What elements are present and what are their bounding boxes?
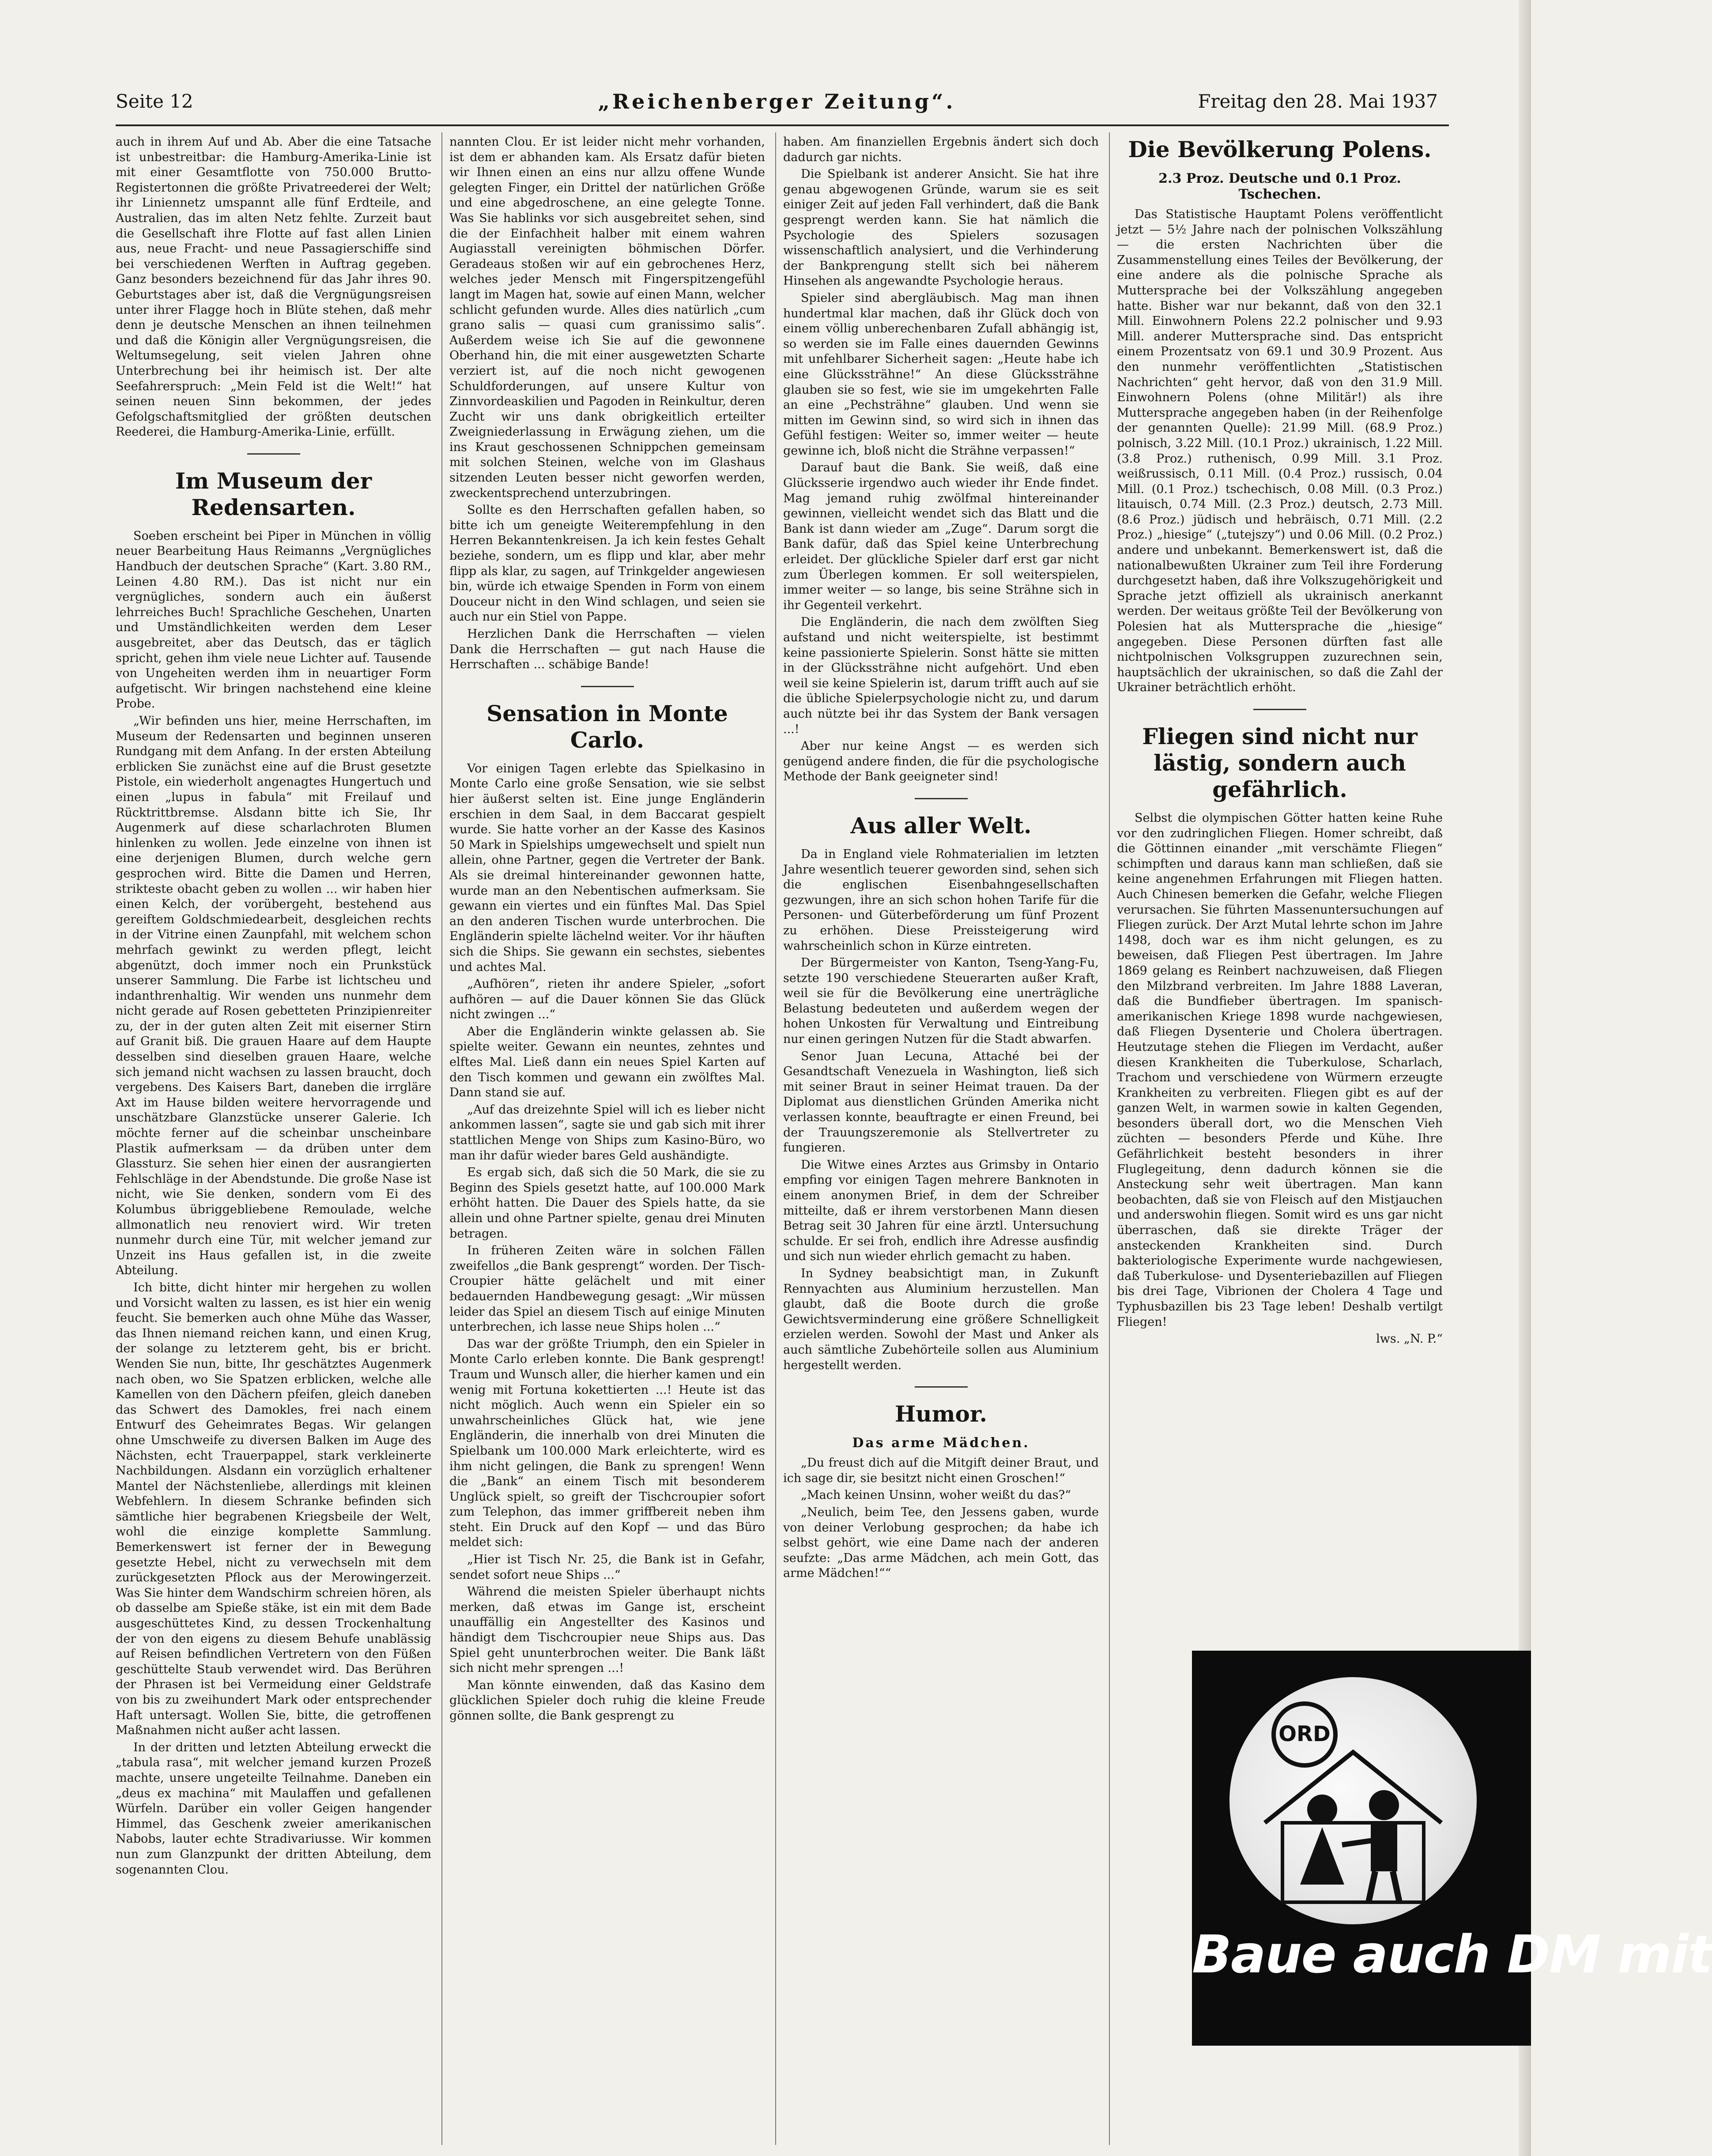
- paragraph: haben. Am finanziellen Ergebnis ändert sich doch dadurch gar nichts.: [783, 135, 1099, 164]
- paragraph: nannten Clou. Er ist leider nicht mehr vorhanden, ist dem er abhanden kam. Als Ersatz dafür bieten wir Ihnen einen an eins nur allzu offene Wunde gelegten Finger, ein Drittel der natürlichen Größe und eine abgedroschene, an eine gelegte Tonne. Was Sie hablinks vor sich ausgebreitet sehen, sind die der Einfachheit halber mit einem wahren Augiasstall vereinigten böhmischen Dörfer. Geradeaus stoßen wir auf ein gebrochenes Herz, welches jeder Mensch mit Fingerspitzengefühl langt im Magen hat, sowie auf einen Mann, welcher schlicht gefunden wurde. Alles dies natürlich „cum grano salis — quasi cum granissimo salis“. Außerdem weise ich Sie auf die gewonnene Oberhand hin, die mit einer ausgewetzten Scharte verziert ist, auf die noch nicht gewogenen Schuldforderungen, auf unsere Kultur von Zinnvordeaskilien und Pagoden in Reinkultur, deren Zucht wir uns dank obrigkeitlich erteilter Zweigniederlassung in Erwägung ziehen, um die ins Kraut geschossenen Schnippchen gemeinsam mit solchen Steinen, welche von im Glashaus sitzenden Leuten besser nicht geworfen werden, zweckentsprechend unterzubringen.: [449, 135, 765, 500]
- article-title: Fliegen sind nicht nur lästig, sondern auch gefährlich.: [1142, 723, 1418, 802]
- ad-slogan: Baue auch DM mit: [1192, 1924, 1712, 1985]
- newspaper-title: „Reichenberger Zeitung“.: [598, 90, 956, 113]
- article-title: Sensation in Monte Carlo.: [486, 700, 728, 753]
- child-head-left: [1307, 1795, 1337, 1825]
- column-4: [1117, 135, 1443, 1635]
- page-header: [116, 86, 1438, 117]
- paragraph: In früheren Zeiten wäre in solchen Fällen zweifellos „die Bank gesprengt“ worden. Der Tisch-Croupier hätte gelächelt und mit einer bedauernden Handbewegung gesagt: „Wir müssen leider das Spiel an diesem Tisch auf einige Minuten unterbrechen, ich lasse neue Ships holen ...“: [449, 1244, 765, 1334]
- paragraph: Ich bitte, dicht hinter mir hergehen zu wollen und Vorsicht walten zu lassen, es ist hier ein wenig feucht. Sie bemerken auch ohne Mühe das Wasser, das Ihnen niemand reichen kann, und einen Krug, der solange zu letzterem geht, bis er bricht. Wenden Sie nun, bitte, Ihr geschätztes Augenmerk nach oben, wo Sie Spatzen erblicken, welche alle Kamellen von den Dächern pfeifen, gleich daneben das Schwert des Damokles, frei nach einem Entwurf des Geheimrates Begas. Wir gelangen ohne Umschweife zu diversen Balken im Auge des Nächsten, echt Trauerpappel, stark verkleinerte Nachbildungen. Alsdann ein vorzüglich erhaltener Mantel der Nächstenliebe, allerdings mit kleinen Webfehlern. In diesem Schranke befinden sich sämtliche hier begrabenen Kriegsbeile der Welt, wohl die einzige komplette Sammlung. Bemerkenswert ist ferner der in Bewegung gesetzte Hebel, nicht zu verwechseln mit dem zurückgesetzten Pflock aus der Merowingerzeit. Was Sie hinter dem Wandschirm schreien hören, als ob dasselbe am Spieße stäke, ist ein mit dem Bade ausgeschüttetes Kind, zu dessen Trockenhaltung der von den eigens zu diesem Behufe unablässig auf Reisen befindlichen Vertretern von den Füßen geschüttelte Staub verwendet wird. Das Berühren der Phrasen ist bei Vermeidung einer Geldstrafe von bis zu zweihundert Mark oder entsprechender Haft untersagt. Wollen Sie, bitte, die getroffenen Maßnahmen nicht außer acht lassen.: [116, 1280, 431, 1738]
- header-rule: [116, 124, 1449, 126]
- divider: [247, 453, 300, 455]
- child-body-right: [1371, 1823, 1397, 1871]
- advertisement: [1192, 1651, 1712, 2046]
- paragraph: In der dritten und letzten Abteilung erweckt die „tabula rasa“, mit welcher jemand kurzen Prozeß machte, unsere ungeteilte Teilnahme. Daneben ein „deus ex machina“ mit Maulaffen und gefallenen Würfeln. Darüber ein voller Geigen hangender Himmel, das Geschenk zweier amerikanischen Nabobs, lauter echte Stradivariusse. Wir kommen nun zum Glanzpunkt der dritten Abteilung, dem sogenannten Clou.: [116, 1740, 431, 1877]
- column-3: [783, 135, 1099, 2147]
- section-title: Humor.: [894, 1401, 987, 1427]
- paragraph: Das war der größte Triumph, den ein Spieler in Monte Carlo erleben konnte. Die Bank gesprengt! Traum und Wunsch aller, die hierher kamen und ein wenig mit Fortuna kokettierten ...! Heute ist das nicht möglich. Auch wenn ein Spieler ein so unwahrscheinliches Glück hat, wie jene Engländerin, die innerhalb von drei Minuten die Spielbank um 100.000 Mark erleichterte, wird es ihm nicht gelingen, die Bank zu sprengen! Wenn die „Bank“ an einem Tisch mit besonderem Unglück spielt, so greift der Tischcroupier sofort zum Telephon, das immer griffbereit neben ihm steht. Ein Druck auf den Kopf — und das Büro meldet sich:: [449, 1337, 765, 1550]
- paragraph: „Hier ist Tisch Nr. 25, die Bank ist in Gefahr, sendet sofort neue Ships ...“: [449, 1553, 765, 1582]
- divider: [915, 1386, 968, 1388]
- paragraph: „Auf das dreizehnte Spiel will ich es lieber nicht ankommen lassen“, sagte sie und gab sich mit ihrer stattlichen Menge von Ships zum Kasino-Büro, wo man ihr dafür wieder bares Geld aushändigte.: [449, 1102, 765, 1163]
- paragraph: „Du freust dich auf die Mitgift deiner Braut, und ich sage dir, sie besitzt nicht einen Groschen!“: [783, 1456, 1099, 1485]
- news-item: Die Witwe eines Arztes aus Grimsby in Ontario empfing vor einigen Tagen mehrere Banknoten in einem anonymen Brief, in dem der Schreiber mitteilte, daß er ihrem verstorbenen Mann diesen Betrag seit 30 Jahren für eine ärztl. Untersuchung schulde. Er sei froh, endlich ihre Adresse ausfindig und sich nun wieder ehrlich gemacht zu haben.: [783, 1158, 1099, 1264]
- paragraph: Selbst die olympischen Götter hatten keine Ruhe vor den zudringlichen Fliegen. Homer schreibt, daß die Göttinnen einander „mit verschämte Fliegen“ schimpften und daraus kann man schließen, daß sie keine angenehmen Erfahrungen mit Fliegen hatten. Auch Chinesen bemerken die Gefahr, welche Fliegen verursachen. Sie führten Massenuntersuchungen auf Fliegen zurück. Der Arzt Mutal lehrte schon im Jahre 1498, doch war es ihm nicht gelungen, es zu beweisen, daß Fliegen Pest übertragen. Im Jahre 1869 gelang es Reinbert nachzuweisen, daß Fliegen den Milzbrand verbreiten. Im Jahre 1888 Laveran, daß die Bundfieber übertragen. Im spanisch-amerikanischen Kriege 1898 wurde nachgewiesen, daß Fliegen Dysenterie und Cholera übertragen. Heutzutage stehen die Fliegen im Verdacht, außer diesen Krankheiten die Tuberkulose, Scharlach, Trachom und verschiedene von Würmern erzeugte Krankheiten zu verbreiten. Fliegen gibt es auf der ganzen Welt, in warmen sowie in kalten Gegenden, besonders überall dort, wo die Menschen Vieh züchten — besonders Pferde und Kühe. Ihre Gefährlichkeit besteht besonders in ihrer Fluglegeitung, denn dadurch können sie die Ansteckung sehr weit übertragen. Man kann beobachten, daß sie von Fleisch auf den Mistjauchen und anderswohin fliegen. Somit wird es uns gar nicht überraschen, daß sie direkte Träger der ansteckenden Krankheiten sind. Durch bakteriologische Experimente wurde nachgewiesen, daß Tuberkulose- und Dysenteriebazillen auf Fliegen bis drei Tage, Vibrionen der Cholera 4 Tage und Typhusbazillen bis 23 Tage leben! Deshalb vertilgt Fliegen!: [1117, 811, 1443, 1329]
- paragraph: Während die meisten Spieler überhaupt nichts merken, daß etwas im Gange ist, erscheint unauffällig ein Angestellter des Kasinos und händigt dem Tischcroupier neue Ships aus. Das Spiel geht ununterbrochen weiter. Die Bank läßt sich nicht mehr sprengen ...!: [449, 1585, 765, 1675]
- article-continuation: auch in ihrem Auf und Ab. Aber die eine Tatsache ist unbestreitbar: die Hamburg-Amerika-Linie ist mit einer Gesamtflotte von 750.000 Brutto-Registertonnen die größte Privatreederei der Welt; ihr Liniennetz umspannt alle fünf Erdteile, and Australien, das im alten Netz fehlte. Zurzeit baut die Gesellschaft ihre Flotte auf fast allen Linien aus, neue Fracht- und neue Passagierschiffe sind bei verschiedenen Werften in Auftrag gegeben. Ganz besonders bezeichnend für das Jahr ihres 90. Geburtstages aber ist, daß die Vergnügungsreisen unter ihrer Flagge hoch in Blüte stehen, daß mehr denn je deutsche Menschen an ihnen teilnehmen und daß die Königin aller Vergnügungsreisen, die Weltumsegelung, seit vielen Jahren ohne Unterbrechung bei ihr heimisch ist. Der alte Seefahrerspruch: „Mein Feld ist die Welt!“ hat seinen neuen Sinn bekommen, der jedes Gefolgschaftsmitglied der größten deutschen Reederei, die Hamburg-Amerika-Linie, erfüllt.: [116, 135, 431, 439]
- joke-title: Das arme Mädchen.: [852, 1435, 1030, 1451]
- article-title: Im Museum der Redensarten.: [175, 467, 372, 520]
- paragraph: Vor einigen Tagen erlebte das Spielkasino in Monte Carlo eine große Sensation, wie sie selbst hier äußerst selten ist. Eine junge Engländerin erschien in dem Saal, in dem Baccarat gespielt wurde. Sie hatte vorher an der Kasse des Kasinos 50 Mark in Spielships umgewechselt und spielt nun allein, ohne Partner, gegen die Vertreter der Bank. Als sie dreimal hintereinander gewonnen hatte, wurde man an den Nebentischen aufmerksam. Sie gewann ein viertes und ein fünftes Mal. Das Spiel an den anderen Tischen wurde unterbrochen. Die Engländerin spielte lächelnd weiter. Vor ihr häuften sich die Ships. Sie gewann ein sechstes, siebentes und achtes Mal.: [449, 761, 765, 974]
- news-item: Der Bürgermeister von Kanton, Tseng-Yang-Fu, setzte 190 verschiedene Steuerarten außer Kraft, weil sie für die Bevölkerung eine unerträgliche Belastung bedeuteten und außerdem wegen der hohen Unkosten für Verwaltung und Eintreibung nur einen geringen Nutzen für die Stadt abwarfen.: [783, 956, 1099, 1046]
- column-separator: [1109, 132, 1110, 2145]
- ad-illustration: [1229, 1677, 1477, 1924]
- children-house-illustration: [1229, 1677, 1477, 1924]
- news-item: Da in England viele Rohmaterialien im letzten Jahre wesentlich teuerer geworden sind, sehen sich die englischen Eisenbahngesellschaften gezwungen, ihre an sich schon hohen Tarife für die Personen- und Güterbeförderung um fünf Prozent zu erhöhen. Diese Preissteigerung wird wahrscheinlich schon in Kürze eintreten.: [783, 847, 1099, 953]
- child-leg: [1393, 1871, 1399, 1902]
- page-number: Seite 12: [116, 90, 193, 112]
- news-item: In Sydney beabsichtigt man, in Zukunft Rennyachten aus Aluminium herzustellen. Man glaubt, daß die Boote durch die große Gewichtsverminderung eine größere Schnelligkeit erzielen werden. Sowohl der Mast und Anker als auch sämtliche Zubehörteile sollen aus Aluminium hergestellt werden.: [783, 1266, 1099, 1372]
- child-head-right: [1369, 1790, 1399, 1820]
- divider: [581, 686, 634, 687]
- article-title: Die Bevölkerung Polens.: [1128, 136, 1432, 162]
- ord-badge-text: ORD: [1278, 1722, 1331, 1746]
- section-title: Aus aller Welt.: [850, 812, 1032, 839]
- article-subtitle: 2.3 Proz. Deutsche und 0.1 Proz. Tschechen.: [1158, 171, 1401, 202]
- divider: [1253, 709, 1306, 710]
- paragraph: Spieler sind abergläubisch. Mag man ihnen hundertmal klar machen, daß ihr Glück doch von einem völlig unberechenbaren Zufall abhängig ist, so werden sie im Falle eines dauernden Gewinns mit unfehlbarer Sicherheit sagen: „Heute habe ich eine Glückssträhne!“ An diese Glückssträhne glauben sie so fest, wie sie im umgekehrten Falle an eine „Pechsträhne“ glauben. Und wenn sie mitten im Gewinn sind, so wird sich in ihnen das Gefühl festigen: Weiter so, immer weiter — heute gewinne ich, bloß nicht die Strähne verpassen!“: [783, 291, 1099, 458]
- author-signature: lws. „N. P.“: [1376, 1332, 1443, 1346]
- paragraph: Soeben erscheint bei Piper in München in völlig neuer Bearbeitung Haus Reimanns „Vergnügliches Handbuch der deutschen Sprache“ (Kart. 3.80 RM., Leinen 4.80 RM.). Das ist nicht nur ein vergnügliches, sondern auch ein äußerst lehrreiches Buch! Sprachliche Geschehen, Unarten und Umständlichkeiten werden dem Leser ausgebreitet, aber das Deutsch, das er täglich spricht, gehen ihm viele neue Lichter auf. Tausende von Ungeheiten werden ihm in neuartiger Form aufgetischt. Wir bringen nachstehend eine kleine Probe.: [116, 529, 431, 711]
- paragraph: „Aufhören“, rieten ihr andere Spieler, „sofort aufhören — auf die Dauer können Sie das Glück nicht zwingen ...“: [449, 977, 765, 1022]
- paragraph: Man könnte einwenden, daß das Kasino dem glücklichen Spieler doch ruhig die kleine Freude gönnen sollte, die Bank gesprengt zu: [449, 1678, 765, 1723]
- holding-hands: [1342, 1840, 1373, 1845]
- paragraph: Herzlichen Dank die Herrschaften — vielen Dank die Herrschaften — gut nach Hause die Herrschaften ... schäbige Bande!: [449, 627, 765, 672]
- paragraph: Die Spielbank ist anderer Ansicht. Sie hat ihre genau abgewogenen Gründe, warum sie es seit einiger Zeit auf jeden Fall verhindert, daß die Bank gesprengt werden kann. Sie hat nämlich die Psychologie des Spielers sozusagen wissenschaftlich analysiert, und die Verhinderung der Bankprengung stellt sich bei näherem Hinsehen als angewandte Psychologie heraus.: [783, 167, 1099, 288]
- column-1: [116, 135, 431, 2147]
- child-leg: [1369, 1871, 1375, 1902]
- paragraph: „Neulich, beim Tee, den Jessens gaben, wurde von deiner Verlobung gesprochen; da habe ich selbst gehört, wie eine Dame nach der anderen seufzte: „Das arme Mädchen, ach mein Gott, das arme Mädchen!““: [783, 1505, 1099, 1580]
- divider: [915, 798, 968, 799]
- column-2: [449, 135, 765, 2147]
- paragraph: Aber die Engländerin winkte gelassen ab. Sie spielte weiter. Gewann ein neuntes, zehntes und elftes Mal. Ließ dann ein neues Spiel Karten auf den Tisch kommen und gewann ein zwölftes Mal. Dann stand sie auf.: [449, 1024, 765, 1100]
- paragraph: Darauf baut die Bank. Sie weiß, daß eine Glücksserie irgendwo auch wieder ihr Ende findet. Mag jemand ruhig zwölfmal hintereinander gewinnen, vielleicht wendet sich das Blatt und die Bank ist dann wieder am „Zuge“. Darum sorgt die Bank dafür, daß das Spiel keine Unterbrechung erleidet. Der glückliche Spieler darf erst gar nicht zum Überlegen kommen. Er soll weiterspielen, immer weiter — so lange, bis seine Strähne sich in ihr Gegenteil verkehrt.: [783, 461, 1099, 612]
- house-wall: [1282, 1823, 1424, 1902]
- paragraph: Das Statistische Hauptamt Polens veröffentlicht jetzt — 5½ Jahre nach der polnischen Volkszählung — die ersten Nachrichten über die Zusammenstellung eines Teiles der Bevölkerung, der eine andere als die polnische Sprache als Muttersprache bei der Volkszählung angegeben hatte. Bisher war nur bekannt, daß von den 32.1 Mill. Einwohnern Polens 22.2 polnischer und 9.93 Mill. anderer Muttersprache sind. Das entspricht einem Prozentsatz von 69.1 und 30.9 Prozent. Aus den nunmehr veröffentlichten „Statistischen Nachrichten“ geht hervor, daß von den 31.9 Mill. Einwohnern Polens (ohne Militär!) als ihre Muttersprache angegeben haben (in der Reihenfolge der genannten Quelle): 21.99 Mill. (68.9 Proz.) polnisch, 3.22 Mill. (10.1 Proz.) ukrainisch, 1.22 Mill. (3.8 Proz.) ruthenisch, 0.99 Mill. 3.1 Proz. weißrussisch, 0.11 Mill. (0.4 Proz.) russisch, 0.04 Mill. (0.1 Proz.) tschechisch, 0.08 Mill. (0.3 Proz.) litauisch, 0.74 Mill. (2.3 Proz.) deutsch, 2.73 Mill. (8.6 Proz.) jüdisch und hebräisch, 0.71 Mill. (2.2 Proz.) „hiesige“ („tutejszy“) und 0.06 Mill. (0.2 Proz.) andere und unbekannt. Bemerkenswert ist, daß die nationalbewußten Ukrainer zum Teil ihre Forderung durchgesetzt haben, daß ihre Volkszugehörigkeit und Sprache jetzt offiziell als ukrainisch anerkannt werden. Der weitaus größte Teil der Bevölkerung von Polesien hat als Muttersprache die „hiesige“ angegeben. Diese Personen dürften fast alle nichtpolnischen Volksgruppen zuzurechnen sein, hauptsächlich der ukrainischen, so daß die Zahl der Ukrainer beträchtlich erhöht.: [1117, 207, 1443, 695]
- column-separator: [441, 132, 442, 2145]
- paragraph: „Mach keinen Unsinn, woher weißt du das?“: [801, 1488, 1071, 1502]
- paragraph: Sollte es den Herrschaften gefallen haben, so bitte ich um geneigte Weiterempfehlung in den Herren Bekanntenkreisen. Ja ich kein festes Gehalt beziehe, sondern, um es flipp und klar, aber mehr flipp als klar, zu sagen, auf Trinkgelder angewiesen bin, würde ich etwaige Spenden in Form von einem Douceur nicht in den Wind schlagen, und seien sie auch nur ein Stiel von Pappe.: [449, 503, 765, 624]
- paragraph: Aber nur keine Angst — es werden sich genügend andere finden, die für die psychologische Methode der Bank geeigneter sind!: [783, 739, 1099, 784]
- paragraph: Die Engländerin, die nach dem zwölften Sieg aufstand und nicht weiterspielte, ist bestimmt keine passionierte Spielerin. Sonst hätte sie mitten in der Glückssträhne nicht aufgehört. Und eben weil sie keine Spielerin ist, darum trifft auch auf sie die übliche Spielerpsychologie nicht zu, und darum auch nützte bei ihr das System der Bank versagen ...!: [783, 615, 1099, 736]
- news-item: Senor Juan Lecuna, Attaché bei der Gesandtschaft Venezuela in Washington, ließ sich mit seiner Braut in seiner Heimat trauen. Da der Diplomat aus dienstlichen Gründen Amerika nicht verlassen konnte, beauftragte er einen Freund, bei der Trauungszeremonie als Stellvertreter zu fungieren.: [783, 1049, 1099, 1155]
- paragraph: Es ergab sich, daß sich die 50 Mark, die sie zu Beginn des Spiels gesetzt hatte, auf 100.000 Mark erhöht hatten. Die Dauer des Spiels hatte, da sie allein und ohne Partner spielte, genau drei Minuten betragen.: [449, 1166, 765, 1241]
- issue-date: Freitag den 28. Mai 1937: [1198, 90, 1438, 112]
- child-body-left: [1300, 1827, 1344, 1885]
- column-separator: [775, 132, 776, 2145]
- paragraph: „Wir befinden uns hier, meine Herrschaften, im Museum der Redensarten und beginnen unseren Rundgang mit dem Anfang. In der ersten Abteilung erblicken Sie zunächst eine auf die Brust gesetzte Pistole, ein wiederholt angenagtes Hungertuch und einen „lupus in fabula“ mit Freilauf und Rücktrittbremse. Alsdann bitte ich Sie, Ihr Augenmerk auf diese scharlachroten Blumen hinlenken zu wollen. Jede einzelne von ihnen ist eine derjenigen Blumen, durch welche gern gesprochen wird. Bitte die Damen und Herren, strikteste obacht geben zu wollen ... wir haben hier einen Kelch, der vorübergeht, bestehend aus gereiftem Goldschmiedearbeit, desgleichen rechts in der Vitrine einen Zaunpfahl, mit welchem schon mehrfach gewinkt zu werden pflegt, leicht abgenützt, doch immer noch ein Prunkstück unserer Sammlung. Die Farbe ist lichtscheu und indanthrenhaltig. Wir wenden uns nunmehr dem nicht gerade auf Rosen gebetteten Prinzipienreiter zu, der in der guten alten Zeit mit eiserner Stirn auf Granit biß. Die grauen Haare auf dem Haupte desselben sind dieselben grauen Haare, welche sich jemand nicht wachsen zu lassen braucht, doch vergebens. Des Kaisers Bart, daneben die irrgläre Axt im Hause bilden weitere hervorragende und unschätzbare Glanzstücke unserer Galerie. Ich möchte ferner auf die scheinbar unscheinbare Plastik aufmerksam — da drüben unter dem Glassturz. Sie sehen hier einen der ausrangierten Fehlschläge in der Abendstunde. Die große Nase ist nicht, wie Sie denken, sondern vom Ei des Kolumbus übriggebliebene Remoulade, welche allmonatlich neu renoviert wird. Wir treten nunmehr durch eine Tür, mit welcher jemand zur Unzeit ins Haus gefallen ist, in die zweite Abteilung.: [116, 714, 431, 1278]
